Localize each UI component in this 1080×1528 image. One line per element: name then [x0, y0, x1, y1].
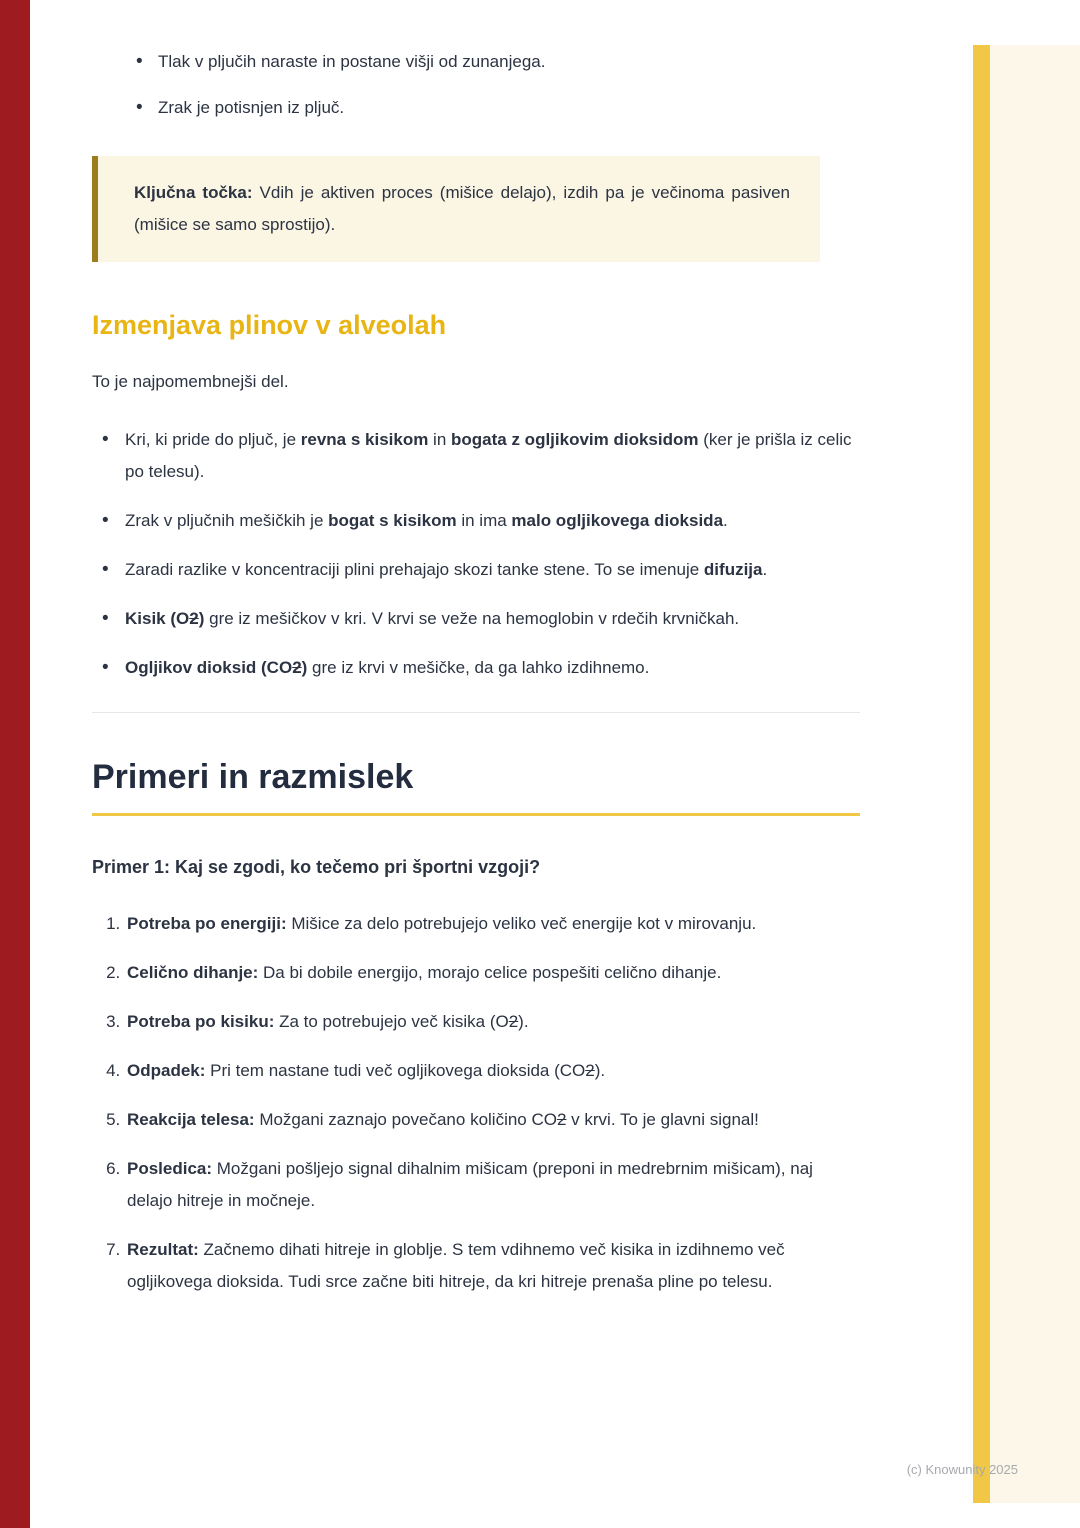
- list-item: [125, 1006, 860, 1038]
- text-segment: Odpadek:: [127, 1061, 206, 1080]
- left-red-stripe: [0, 0, 30, 1528]
- list-item: [92, 652, 860, 684]
- text-segment: Kri, ki pride do pljuč, je: [125, 430, 301, 449]
- text-segment: bogata z ogljikovim dioksidom: [451, 430, 699, 449]
- text-segment: Tlak v pljučih naraste in postane višji od zunanjega.: [158, 52, 546, 71]
- text-segment: v krvi. To je glavni signal!: [566, 1110, 759, 1129]
- text-segment: .: [723, 511, 728, 530]
- text-segment: Zrak v pljučnih mešičkih je: [125, 511, 329, 530]
- list-item: [125, 957, 860, 989]
- text-segment: gre iz krvi v mešičke, da ga lahko izdihnemo.: [307, 658, 650, 677]
- list-item: [92, 424, 860, 488]
- text-segment: revna s kisikom: [300, 430, 429, 449]
- callout-text: [134, 177, 790, 241]
- text-segment: 2: [189, 609, 199, 628]
- section-heading-gas-exchange: Izmenjava plinov v alveolah: [92, 310, 447, 340]
- text-segment: Za to potrebujejo več kisika (O: [274, 1012, 509, 1031]
- example-steps-list: [92, 908, 860, 1298]
- list-item: [92, 46, 860, 78]
- page-heading-examples: Primeri in razmislek: [92, 758, 414, 796]
- list-item: [92, 92, 860, 124]
- text-segment: Zrak je potisnjen iz pljuč.: [158, 98, 345, 117]
- document-content: [92, 0, 860, 1315]
- list-item: [125, 908, 860, 940]
- text-segment: ).: [518, 1012, 529, 1031]
- text-segment: Da bi dobile energijo, morajo celice pospešiti celično dihanje.: [258, 963, 722, 982]
- key-point-callout: [92, 156, 820, 262]
- text-segment: Vdih je aktiven proces (mišice delajo), izdih pa je večinoma pasiven (mišice se samo sprostijo).: [134, 183, 790, 234]
- text-segment: Pri tem nastane tudi več ogljikovega dioksida (CO: [205, 1061, 586, 1080]
- list-item: [92, 603, 860, 635]
- list-item: [125, 1234, 860, 1298]
- section-divider: [92, 712, 860, 713]
- text-segment: Kisik (O: [125, 609, 190, 628]
- text-segment: Reakcija telesa:: [127, 1110, 255, 1129]
- list-item: [125, 1055, 860, 1087]
- text-segment: 2: [556, 1110, 567, 1129]
- text-segment: bogat s kisikom: [328, 511, 457, 530]
- exhale-bullet-list: [92, 46, 860, 124]
- footer-credit: (c) Knowunity 2025: [906, 1462, 1018, 1477]
- text-segment: 2: [292, 658, 302, 677]
- text-segment: (ker je prišla iz celic po telesu).: [125, 430, 852, 481]
- intro-paragraph: To je najpomembnejši del.: [92, 372, 289, 391]
- text-segment: Ogljikov dioksid (CO: [125, 658, 293, 677]
- text-segment: malo ogljikovega dioksida: [511, 511, 724, 530]
- text-segment: ): [198, 609, 205, 628]
- right-margin-panel: [990, 45, 1080, 1503]
- text-segment: .: [762, 560, 768, 579]
- list-item: [125, 1104, 860, 1136]
- text-segment: Potreba po kisiku:: [127, 1012, 275, 1031]
- list-item: [92, 505, 860, 537]
- text-segment: ).: [594, 1061, 606, 1080]
- text-segment: Posledica:: [127, 1159, 213, 1178]
- text-segment: Zaradi razlike v koncentraciji plini prehajajo skozi tanke stene. To se imenuje: [125, 560, 704, 579]
- heading-underline: [92, 813, 860, 816]
- text-segment: Celično dihanje:: [127, 963, 259, 982]
- list-item: [125, 1153, 860, 1217]
- text-segment: Ključna točka:: [134, 183, 253, 202]
- text-segment: gre iz mešičkov v kri. V krvi se veže na hemoglobin v rdečih krvničkah.: [204, 609, 740, 628]
- text-segment: Potreba po energiji:: [127, 914, 287, 933]
- text-segment: in: [428, 430, 452, 449]
- text-segment: Rezultat:: [127, 1240, 199, 1259]
- text-segment: in ima: [456, 511, 512, 530]
- text-segment: 2: [508, 1012, 519, 1031]
- text-segment: Začnemo dihati hitreje in globlje. S tem vdihnemo več kisika in izdihnemo več ogljikovega dioksida. Tudi srce začne biti hitreje, da kri hitreje prenaša pline po telesu.: [127, 1240, 785, 1291]
- text-segment: Možgani zaznajo povečano količino CO: [254, 1110, 557, 1129]
- right-yellow-stripe: [973, 45, 990, 1503]
- text-segment: difuzija: [703, 560, 763, 579]
- gas-exchange-bullet-list: [92, 424, 860, 684]
- list-item: [92, 554, 860, 586]
- text-segment: 2: [585, 1061, 595, 1080]
- text-segment: Mišice za delo potrebujejo veliko več energije kot v mirovanju.: [286, 914, 757, 933]
- text-segment: Možgani pošljejo signal dihalnim mišicam (preponi in medrebrnim mišicam), naj delajo hitreje in močneje.: [127, 1159, 813, 1210]
- example-subheading: Primer 1: Kaj se zgodi, ko tečemo pri športni vzgoji?: [92, 857, 541, 877]
- text-segment: ): [301, 658, 308, 677]
